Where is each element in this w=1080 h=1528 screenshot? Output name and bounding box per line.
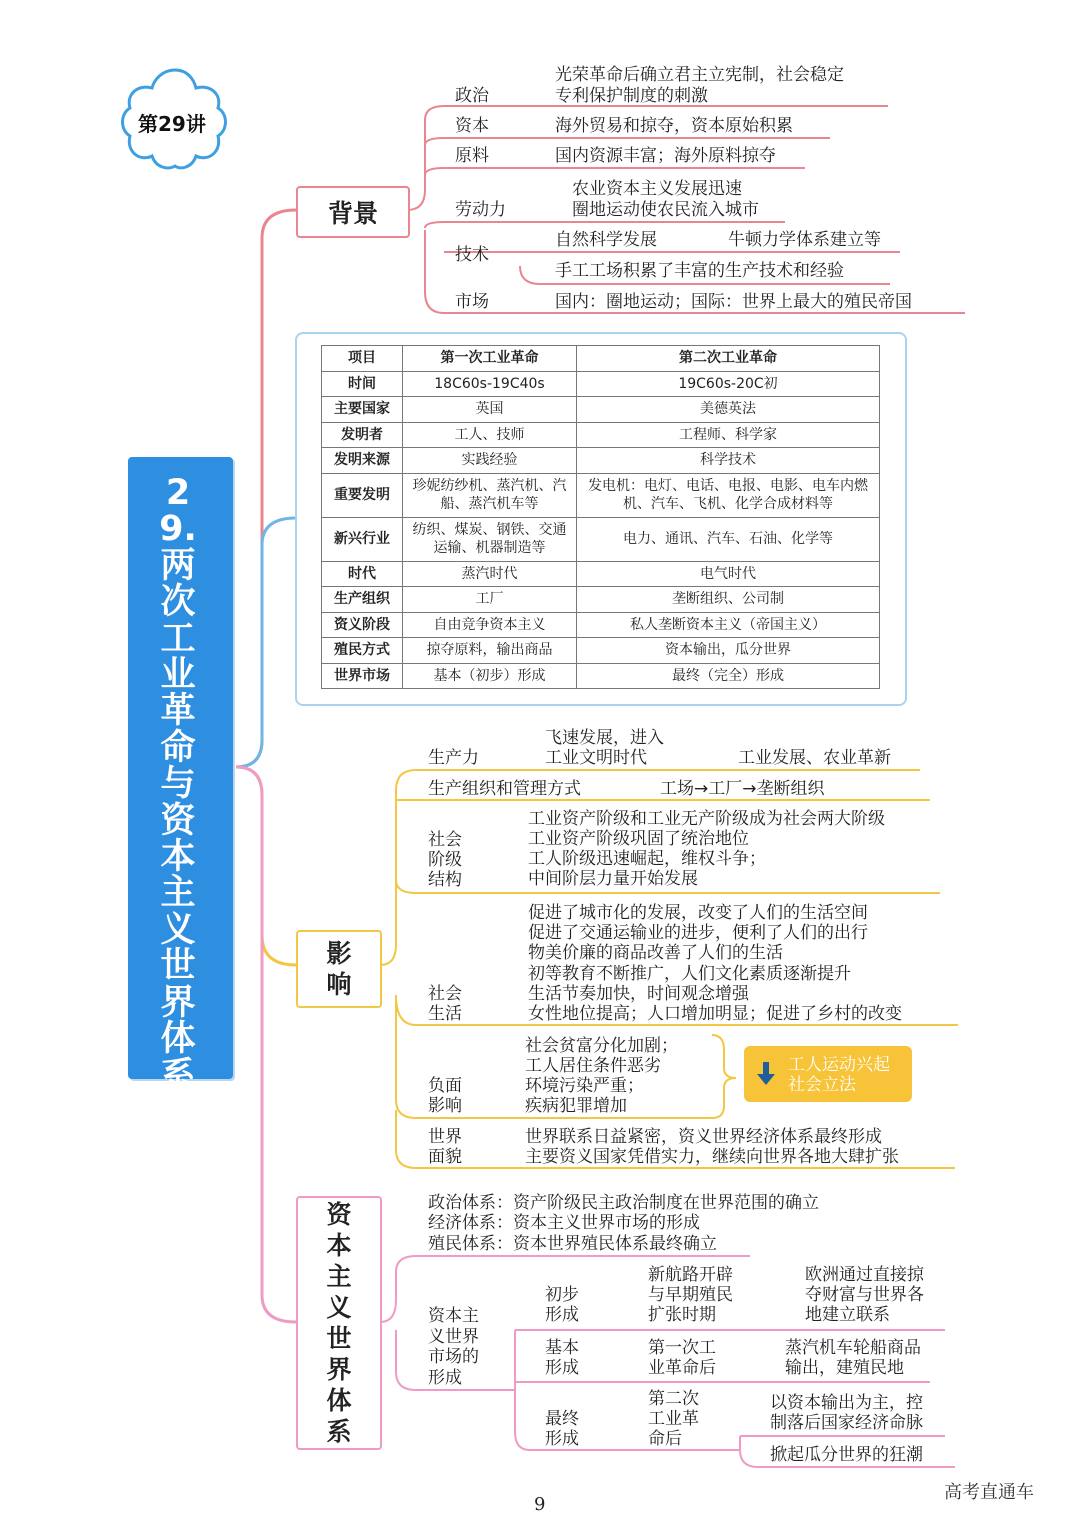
bg-capital-label: 资本 [455, 116, 489, 136]
page-number: 9 [534, 1494, 546, 1515]
topic-effect-label: 影响 [326, 939, 352, 999]
main-title-box [128, 457, 233, 1096]
table-cell: 基本（初步）形成 [403, 663, 577, 689]
effect-life-1: 促进了城市化的发展，改变了人们的生活空间 [528, 903, 868, 923]
effect-callout-line-1: 工人运动兴起 [788, 1055, 890, 1075]
effect-productivity-2: 工业文明时代 [545, 748, 647, 768]
system-initial-time-3: 扩张时期 [648, 1305, 716, 1325]
table-cell: 工程师、科学家 [577, 422, 880, 448]
table-row [322, 422, 880, 448]
system-market-label-2: 义世界 [428, 1327, 479, 1347]
bg-tech-label: 技术 [455, 245, 489, 265]
table-cell: 发明来源 [322, 448, 403, 474]
table-row [322, 517, 880, 561]
system-initial-time-1: 新航路开辟 [648, 1265, 733, 1285]
table-cell: 世界市场 [322, 663, 403, 689]
effect-productivity-3: 工业发展、农业革新 [738, 748, 891, 768]
effect-callout-line-2: 社会立法 [788, 1075, 856, 1095]
comparison-table [321, 345, 880, 689]
system-basic-label-2: 形成 [545, 1358, 579, 1378]
effect-life-6: 女性地位提高；人口增加明显；促进了乡村的改变 [528, 1004, 902, 1024]
table-row [322, 448, 880, 474]
table-cell: 科学技术 [577, 448, 880, 474]
bg-capital: 海外贸易和掠夺，资本原始积累 [555, 116, 793, 136]
effect-life-3: 物美价廉的商品改善了人们的生活 [528, 943, 783, 963]
lecture-badge-text: 第29讲 [138, 112, 206, 136]
system-basic-time-2: 业革命后 [648, 1358, 716, 1378]
table-row [322, 397, 880, 423]
table-cell: 自由竞争资本主义 [403, 612, 577, 638]
effect-life-5: 生活节奏加快，时间观念增强 [528, 984, 749, 1004]
bg-politics-1: 光荣革命后确立君主立宪制，社会稳定 [555, 65, 844, 85]
table-cell: 私人垄断资本主义（帝国主义） [577, 612, 880, 638]
effect-class-3: 工人阶级迅速崛起，维权斗争； [528, 849, 766, 869]
table-row [322, 663, 880, 689]
bg-politics-2: 专利保护制度的刺激 [555, 86, 708, 106]
system-colonial: 殖民体系：资本世界殖民体系最终确立 [428, 1234, 717, 1254]
bg-labor-label: 劳动力 [455, 200, 506, 220]
table-row [322, 612, 880, 638]
table-header: 第一次工业革命 [403, 346, 577, 372]
table-row [322, 473, 880, 517]
table-header: 第二次工业革命 [577, 346, 880, 372]
bg-market: 国内：圈地运动；国际：世界上最大的殖民帝国 [555, 292, 912, 312]
system-market-label-4: 形成 [428, 1368, 462, 1388]
system-initial-label-1: 初步 [545, 1285, 579, 1305]
table-header-row [322, 346, 880, 372]
effect-world-1: 世界联系日益紧密，资义世界经济体系最终形成 [525, 1127, 882, 1147]
table-cell: 英国 [403, 397, 577, 423]
table-cell: 时代 [322, 561, 403, 587]
system-final-desc-3: 掀起瓜分世界的狂潮 [770, 1445, 923, 1465]
system-market-label-1: 资本主 [428, 1306, 479, 1326]
effect-class-label-2: 阶级 [428, 850, 462, 870]
table-cell: 最终（完全）形成 [577, 663, 880, 689]
effect-organization-label: 生产组织和管理方式 [428, 779, 581, 799]
table-header: 项目 [322, 346, 403, 372]
table-cell: 蒸汽时代 [403, 561, 577, 587]
effect-life-label-1: 社会 [428, 984, 462, 1004]
effect-productivity-label: 生产力 [428, 748, 479, 768]
topic-effect [296, 930, 382, 1008]
system-final-label-2: 形成 [545, 1429, 579, 1449]
effect-negative-2: 工人居住条件恶劣 [525, 1056, 661, 1076]
table-cell: 资义阶段 [322, 612, 403, 638]
system-final-time-1: 第二次 [648, 1389, 699, 1409]
bg-material-label: 原料 [455, 146, 489, 166]
table-row [322, 561, 880, 587]
bg-tech-1b: 牛顿力学体系建立等 [728, 230, 881, 250]
table-cell: 垄断组织、公司制 [577, 587, 880, 613]
table-cell: 时间 [322, 371, 403, 397]
system-final-desc-1: 以资本输出为主，控 [770, 1393, 923, 1413]
system-initial-desc-2: 夺财富与世界各 [805, 1285, 924, 1305]
effect-negative-label-1: 负面 [428, 1076, 462, 1096]
table-row [322, 587, 880, 613]
effect-class-4: 中间阶层力量开始发展 [528, 869, 698, 889]
system-basic-desc-2: 输出，建殖民地 [785, 1358, 904, 1378]
topic-background-label: 背景 [327, 199, 378, 228]
topic-background [296, 186, 410, 238]
system-basic-desc-1: 蒸汽机车轮船商品 [785, 1338, 921, 1358]
bg-tech-1a: 自然科学发展 [555, 230, 657, 250]
system-initial-label-2: 形成 [545, 1305, 579, 1325]
effect-negative-1: 社会贫富分化加剧； [525, 1036, 678, 1056]
table-cell: 掠夺原料，输出商品 [403, 638, 577, 664]
table-cell: 发明者 [322, 422, 403, 448]
topic-system [296, 1196, 382, 1450]
table-cell: 工人、技师 [403, 422, 577, 448]
table-cell: 电力、通讯、汽车、石油、化学等 [577, 517, 880, 561]
system-market-label-3: 市场的 [428, 1347, 479, 1367]
watermark: 高考直通车 [944, 1482, 1034, 1503]
effect-class-label-1: 社会 [428, 830, 462, 850]
arrow-down-icon [756, 1062, 776, 1086]
table-cell: 工厂 [403, 587, 577, 613]
effect-world-2: 主要资义国家凭借实力，继续向世界各地大肆扩张 [525, 1147, 899, 1167]
system-final-label-1: 最终 [545, 1409, 579, 1429]
system-initial-desc-3: 地建立联系 [805, 1305, 890, 1325]
effect-negative-3: 环境污染严重； [525, 1076, 644, 1096]
effect-negative-4: 疾病犯罪增加 [525, 1096, 627, 1116]
system-political: 政治体系：资产阶级民主政治制度在世界范围的确立 [428, 1193, 819, 1213]
system-basic-time-1: 第一次工 [648, 1338, 716, 1358]
system-final-desc-2: 制落后国家经济命脉 [770, 1413, 923, 1433]
bg-labor-2: 圈地运动使农民流入城市 [572, 200, 759, 220]
effect-world-label-1: 世界 [428, 1127, 462, 1147]
bg-material: 国内资源丰富；海外原料掠夺 [555, 146, 776, 166]
effect-life-label-2: 生活 [428, 1004, 462, 1024]
system-initial-time-2: 与早期殖民 [648, 1285, 733, 1305]
system-final-time-2: 工业革 [648, 1409, 699, 1429]
system-final-time-3: 命后 [648, 1429, 682, 1449]
bg-labor-1: 农业资本主义发展迅速 [572, 179, 742, 199]
effect-callout-text [788, 1055, 890, 1095]
bg-market-label: 市场 [455, 292, 489, 312]
effect-productivity-1: 飞速发展，进入 [545, 728, 664, 748]
table-cell: 珍妮纺纱机、蒸汽机、汽船、蒸汽机车等 [403, 473, 577, 517]
table-cell: 实践经验 [403, 448, 577, 474]
system-basic-label-1: 基本 [545, 1338, 579, 1358]
table-cell: 生产组织 [322, 587, 403, 613]
system-initial-desc-1: 欧洲通过直接掠 [805, 1265, 924, 1285]
bg-tech-2: 手工工场积累了丰富的生产技术和经验 [555, 261, 844, 281]
bg-politics-label: 政治 [455, 86, 489, 106]
effect-class-label-3: 结构 [428, 870, 462, 890]
table-cell: 殖民方式 [322, 638, 403, 664]
table-cell: 重要发明 [322, 473, 403, 517]
effect-life-4: 初等教育不断推广，人们文化素质逐渐提升 [528, 964, 851, 984]
effect-callout [744, 1046, 912, 1102]
effect-class-2: 工业资产阶级巩固了统治地位 [528, 829, 749, 849]
main-title: 29.两次工业革命与资本主义世界体系 [159, 473, 197, 1096]
effect-life-2: 促进了交通运输业的进步，便利了人们的出行 [528, 923, 868, 943]
table-cell: 纺织、煤炭、钢铁、交通运输、机器制造等 [403, 517, 577, 561]
table-cell: 电气时代 [577, 561, 880, 587]
effect-world-label-2: 面貌 [428, 1147, 462, 1167]
effect-class-1: 工业资产阶级和工业无产阶级成为社会两大阶级 [528, 809, 885, 829]
table-cell: 19C60s-20C初 [577, 371, 880, 397]
table-cell: 18C60s-19C40s [403, 371, 577, 397]
table-cell: 美德英法 [577, 397, 880, 423]
table-row [322, 638, 880, 664]
table-cell: 新兴行业 [322, 517, 403, 561]
table-row [322, 371, 880, 397]
system-economic: 经济体系：资本主义世界市场的形成 [428, 1213, 700, 1233]
table-cell: 发电机：电灯、电话、电报、电影、电车内燃机、汽车、飞机、化学合成材料等 [577, 473, 880, 517]
table-cell: 资本输出，瓜分世界 [577, 638, 880, 664]
topic-system-label: 资本主义世界体系 [326, 1200, 352, 1446]
effect-organization: 工场→工厂→垄断组织 [660, 779, 825, 799]
effect-negative-label-2: 影响 [428, 1096, 462, 1116]
table-cell: 主要国家 [322, 397, 403, 423]
